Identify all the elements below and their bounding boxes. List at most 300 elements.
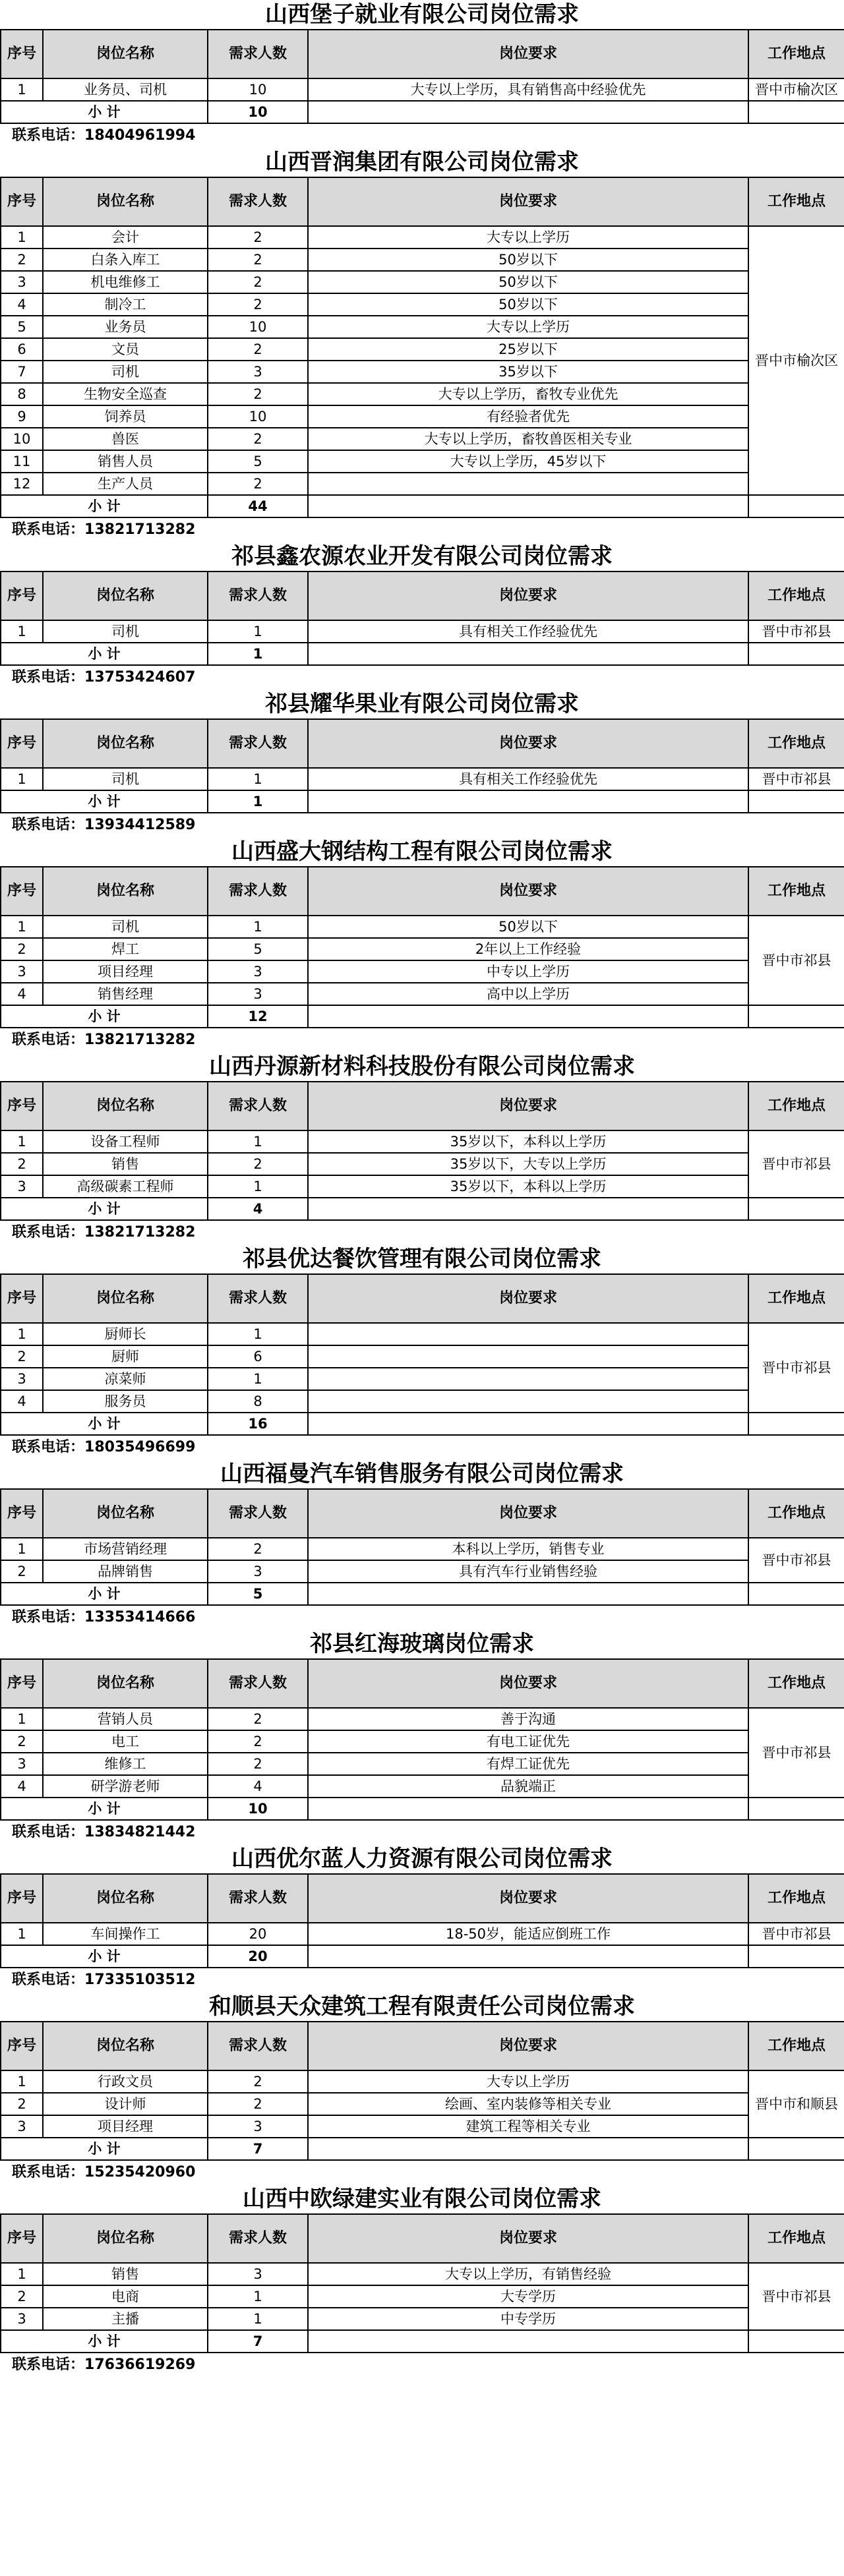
- table-row: [1, 1345, 844, 1368]
- subtotal-value: 12: [208, 1005, 308, 1028]
- company-section: [0, 542, 844, 689]
- job-name: 厨师长: [43, 1323, 208, 1345]
- subtotal-value: 44: [208, 495, 308, 517]
- header-count: 需求人数: [208, 719, 308, 768]
- contact-phone-number: 18404961994: [84, 127, 196, 144]
- company-title: 和顺县天众建筑工程有限责任公司岗位需求: [209, 1993, 635, 2020]
- subtotal-blank: [748, 1198, 844, 1220]
- job-number: 6: [1, 338, 43, 361]
- job-number: 1: [1, 78, 43, 101]
- subtotal-blank: [308, 101, 748, 123]
- job-count: 2: [208, 1153, 308, 1175]
- job-requirement: 有焊工证优先: [308, 1753, 748, 1775]
- job-count: 2: [208, 1730, 308, 1753]
- contact-phone-number: 13934412589: [84, 817, 196, 833]
- contact-phone-label: 联系电话：: [12, 521, 85, 538]
- job-count: 3: [208, 2115, 308, 2138]
- job-table: [0, 177, 844, 518]
- job-count: 2: [208, 473, 308, 495]
- job-name: 营销人员: [43, 1708, 208, 1730]
- table-row: [1, 316, 844, 338]
- table-row: [1, 1130, 844, 1153]
- subtotal-row: [1, 1413, 844, 1435]
- subtotal-row: [1, 495, 844, 517]
- job-requirement: 建筑工程等相关专业: [308, 2115, 748, 2138]
- job-name: 行政文员: [43, 2070, 208, 2093]
- subtotal-blank: [308, 643, 748, 665]
- job-requirement: 2年以上工作经验: [308, 938, 748, 960]
- contact-phone: [0, 2353, 844, 2377]
- header-seq: 序号: [1, 1874, 43, 1923]
- subtotal-value: 10: [208, 101, 308, 123]
- subtotal-blank: [748, 2330, 844, 2353]
- job-count: 1: [208, 1368, 308, 1390]
- company-section: [0, 148, 844, 542]
- contact-phone: [0, 666, 844, 689]
- contact-phone-number: 15235420960: [84, 2164, 196, 2181]
- contact-phone-number: 13821713282: [84, 1224, 196, 1241]
- subtotal-value: 10: [208, 1798, 308, 1820]
- header-location: 工作地点: [748, 719, 844, 768]
- job-name: 服务员: [43, 1390, 208, 1413]
- job-requirement: 本科以上学历，销售专业: [308, 1538, 748, 1560]
- table-row: [1, 1753, 844, 1775]
- job-requirement: 50岁以下: [308, 293, 748, 316]
- header-count: 需求人数: [208, 1874, 308, 1923]
- job-number: 1: [1, 1538, 43, 1560]
- job-requirement: 大专以上学历: [308, 2070, 748, 2093]
- header-count: 需求人数: [208, 1082, 308, 1130]
- job-count: 2: [208, 1753, 308, 1775]
- subtotal-row: [1, 1198, 844, 1220]
- table-row: [1, 2263, 844, 2285]
- table-row: [1, 293, 844, 316]
- job-number: 4: [1, 983, 43, 1005]
- job-table: [0, 866, 844, 1028]
- subtotal-blank: [748, 101, 844, 123]
- job-requirement: 高中以上学历: [308, 983, 748, 1005]
- job-name: 销售经理: [43, 983, 208, 1005]
- job-table: [0, 2213, 844, 2353]
- work-location: 晋中市祁县: [748, 2263, 844, 2330]
- job-count: 10: [208, 78, 308, 101]
- header-requirement: 岗位要求: [308, 30, 748, 78]
- company-section: [0, 1244, 844, 1459]
- job-requirement: 大专以上学历: [308, 316, 748, 338]
- company-section: [0, 1992, 844, 2184]
- work-location: 晋中市祁县: [748, 1323, 844, 1413]
- subtotal-value: 4: [208, 1198, 308, 1220]
- subtotal-value: 1: [208, 790, 308, 813]
- job-number: 3: [1, 960, 43, 983]
- subtotal-label: 小 计: [1, 790, 208, 813]
- job-number: 12: [1, 473, 43, 495]
- job-count: 1: [208, 2285, 308, 2308]
- job-requirement: [308, 1390, 748, 1413]
- job-number: 1: [1, 1708, 43, 1730]
- job-number: 3: [1, 1753, 43, 1775]
- header-location: 工作地点: [748, 1874, 844, 1923]
- header-seq: 序号: [1, 1082, 43, 1130]
- header-location: 工作地点: [748, 1274, 844, 1323]
- header-position: 岗位名称: [43, 1489, 208, 1538]
- job-count: 3: [208, 960, 308, 983]
- header-seq: 序号: [1, 1489, 43, 1538]
- job-count: 1: [208, 620, 308, 643]
- job-number: 1: [1, 1323, 43, 1345]
- subtotal-blank: [748, 1798, 844, 1820]
- header-position: 岗位名称: [43, 177, 208, 226]
- header-position: 岗位名称: [43, 2022, 208, 2070]
- work-location: 晋中市祁县: [748, 916, 844, 1005]
- company-section: [0, 1844, 844, 1992]
- header-requirement: 岗位要求: [308, 571, 748, 620]
- job-number: 9: [1, 405, 43, 428]
- contact-phone-label: 联系电话：: [12, 1032, 85, 1048]
- table-row: [1, 450, 844, 473]
- job-requirement: 35岁以下，大专以上学历: [308, 1153, 748, 1175]
- subtotal-label: 小 计: [1, 2330, 208, 2353]
- job-name: 司机: [43, 620, 208, 643]
- company-title: 祁县鑫农源农业开发有限公司岗位需求: [231, 543, 613, 570]
- job-requirement: 18-50岁，能适应倒班工作: [308, 1923, 748, 1945]
- job-requirement: 善于沟通: [308, 1708, 748, 1730]
- company-title: 祁县优达餐饮管理有限公司岗位需求: [243, 1246, 601, 1272]
- contact-phone-label: 联系电话：: [12, 669, 85, 686]
- subtotal-row: [1, 101, 844, 123]
- job-count: 6: [208, 1345, 308, 1368]
- subtotal-blank: [748, 1413, 844, 1435]
- contact-phone-label: 联系电话：: [12, 1439, 85, 1455]
- header-location: 工作地点: [748, 30, 844, 78]
- contact-phone: [0, 1221, 844, 1244]
- header-row: [1, 1489, 844, 1538]
- job-number: 2: [1, 2093, 43, 2115]
- table-row: [1, 1323, 844, 1345]
- subtotal-blank: [308, 1798, 748, 1820]
- job-number: 1: [1, 916, 43, 938]
- subtotal-row: [1, 2138, 844, 2160]
- job-requirement: [308, 1323, 748, 1345]
- job-name: 设计师: [43, 2093, 208, 2115]
- company-section: [0, 689, 844, 837]
- job-table: [0, 1488, 844, 1606]
- job-number: 5: [1, 316, 43, 338]
- job-count: 1: [208, 768, 308, 790]
- job-number: 11: [1, 450, 43, 473]
- job-number: 2: [1, 1153, 43, 1175]
- job-number: 1: [1, 2263, 43, 2285]
- header-position: 岗位名称: [43, 571, 208, 620]
- job-requirement: 大专以上学历，具有销售高中经验优先: [308, 78, 748, 101]
- job-requirement: 35岁以下，本科以上学历: [308, 1130, 748, 1153]
- job-name: 生物安全巡查: [43, 383, 208, 405]
- header-requirement: 岗位要求: [308, 1274, 748, 1323]
- job-count: 1: [208, 1130, 308, 1153]
- job-name: 主播: [43, 2308, 208, 2330]
- subtotal-label: 小 计: [1, 643, 208, 665]
- header-count: 需求人数: [208, 1659, 308, 1708]
- job-number: 10: [1, 428, 43, 450]
- work-location: 晋中市和顺县: [748, 2070, 844, 2138]
- header-row: [1, 719, 844, 768]
- job-number: 3: [1, 2115, 43, 2138]
- job-number: 2: [1, 249, 43, 271]
- table-row: [1, 2308, 844, 2330]
- job-count: 3: [208, 983, 308, 1005]
- subtotal-blank: [308, 1005, 748, 1028]
- job-name: 白条入库工: [43, 249, 208, 271]
- company-section: [0, 1459, 844, 1629]
- subtotal-label: 小 计: [1, 101, 208, 123]
- job-name: 饲养员: [43, 405, 208, 428]
- job-name: 会计: [43, 226, 208, 249]
- job-count: 2: [208, 249, 308, 271]
- contact-phone: [0, 124, 844, 148]
- table-row: [1, 960, 844, 983]
- job-name: 项目经理: [43, 2115, 208, 2138]
- job-name: 销售人员: [43, 450, 208, 473]
- job-requirement: 大专以上学历: [308, 226, 748, 249]
- table-row: [1, 1175, 844, 1198]
- job-count: 2: [208, 428, 308, 450]
- table-row: [1, 1708, 844, 1730]
- job-number: 3: [1, 271, 43, 293]
- table-row: [1, 2115, 844, 2138]
- header-position: 岗位名称: [43, 1082, 208, 1130]
- job-requirement: 中专以上学历: [308, 960, 748, 983]
- job-name: 销售: [43, 2263, 208, 2285]
- company-section: [0, 837, 844, 1052]
- header-position: 岗位名称: [43, 30, 208, 78]
- company-section: [0, 1629, 844, 1844]
- header-position: 岗位名称: [43, 719, 208, 768]
- header-requirement: 岗位要求: [308, 2214, 748, 2263]
- work-location: 晋中市祁县: [748, 1708, 844, 1798]
- work-location: 晋中市祁县: [748, 768, 844, 790]
- contact-phone-label: 联系电话：: [12, 127, 85, 144]
- header-location: 工作地点: [748, 1082, 844, 1130]
- job-number: 1: [1, 620, 43, 643]
- subtotal-blank: [748, 1005, 844, 1028]
- job-number: 7: [1, 361, 43, 383]
- job-count: 2: [208, 271, 308, 293]
- header-row: [1, 2022, 844, 2070]
- job-count: 8: [208, 1390, 308, 1413]
- job-number: 2: [1, 1730, 43, 1753]
- subtotal-blank: [308, 2138, 748, 2160]
- job-count: 3: [208, 361, 308, 383]
- table-row: [1, 1153, 844, 1175]
- header-position: 岗位名称: [43, 1274, 208, 1323]
- header-row: [1, 2214, 844, 2263]
- job-requirement: 大专学历: [308, 2285, 748, 2308]
- header-count: 需求人数: [208, 2214, 308, 2263]
- job-number: 2: [1, 1345, 43, 1368]
- contact-phone-number: 13821713282: [84, 521, 196, 538]
- job-requirement: 35岁以下: [308, 361, 748, 383]
- work-location: 晋中市祁县: [748, 1538, 844, 1583]
- job-name: 研学游老师: [43, 1775, 208, 1798]
- subtotal-row: [1, 1945, 844, 1968]
- table-row: [1, 428, 844, 450]
- header-requirement: 岗位要求: [308, 1489, 748, 1538]
- job-name: 司机: [43, 916, 208, 938]
- job-name: 机电维修工: [43, 271, 208, 293]
- subtotal-label: 小 计: [1, 1005, 208, 1028]
- subtotal-blank: [308, 1198, 748, 1220]
- job-number: 8: [1, 383, 43, 405]
- header-seq: 序号: [1, 719, 43, 768]
- contact-phone-label: 联系电话：: [12, 1824, 85, 1840]
- header-count: 需求人数: [208, 2022, 308, 2070]
- subtotal-row: [1, 1583, 844, 1605]
- job-name: 业务员、司机: [43, 78, 208, 101]
- job-requirement: 品貌端正: [308, 1775, 748, 1798]
- job-count: 1: [208, 2308, 308, 2330]
- contact-phone-label: 联系电话：: [12, 2164, 85, 2181]
- job-name: 制冷工: [43, 293, 208, 316]
- job-name: 司机: [43, 361, 208, 383]
- table-row: [1, 473, 844, 495]
- company-title: 山西丹源新材料科技股份有限公司岗位需求: [209, 1053, 635, 1080]
- company-title: 山西福曼汽车销售服务有限公司岗位需求: [220, 1461, 624, 1487]
- job-table: [0, 1273, 844, 1436]
- subtotal-blank: [308, 1583, 748, 1605]
- job-number: 3: [1, 1175, 43, 1198]
- job-table: [0, 571, 844, 666]
- job-name: 项目经理: [43, 960, 208, 983]
- job-count: 2: [208, 1708, 308, 1730]
- company-section: [0, 2184, 844, 2377]
- company-section: [0, 1052, 844, 1244]
- contact-phone-label: 联系电话：: [12, 1972, 85, 1988]
- job-count: 3: [208, 1560, 308, 1583]
- header-position: 岗位名称: [43, 1874, 208, 1923]
- subtotal-blank: [308, 790, 748, 813]
- subtotal-value: 5: [208, 1583, 308, 1605]
- job-requirement: 50岁以下: [308, 271, 748, 293]
- job-name: 文员: [43, 338, 208, 361]
- subtotal-blank: [748, 643, 844, 665]
- job-requirement: 大专以上学历，45岁以下: [308, 450, 748, 473]
- job-number: 2: [1, 1560, 43, 1583]
- company-title: 山西晋润集团有限公司岗位需求: [265, 149, 579, 175]
- job-table: [0, 1081, 844, 1221]
- contact-phone-number: 13821713282: [84, 1032, 196, 1048]
- subtotal-label: 小 计: [1, 1945, 208, 1968]
- job-count: 4: [208, 1775, 308, 1798]
- job-count: 3: [208, 2263, 308, 2285]
- job-count: 1: [208, 1175, 308, 1198]
- table-row: [1, 249, 844, 271]
- job-name: 车间操作工: [43, 1923, 208, 1945]
- job-requirement: 具有相关工作经验优先: [308, 620, 748, 643]
- header-position: 岗位名称: [43, 1659, 208, 1708]
- table-row: [1, 2093, 844, 2115]
- job-count: 2: [208, 293, 308, 316]
- job-name: 维修工: [43, 1753, 208, 1775]
- job-name: 电商: [43, 2285, 208, 2308]
- job-table: [0, 718, 844, 813]
- subtotal-blank: [748, 495, 844, 517]
- job-count: 2: [208, 338, 308, 361]
- contact-phone-label: 联系电话：: [12, 1609, 85, 1625]
- company-title: 山西盛大钢结构工程有限公司岗位需求: [231, 838, 613, 865]
- contact-phone: [0, 1436, 844, 1459]
- subtotal-value: 16: [208, 1413, 308, 1435]
- header-row: [1, 1659, 844, 1708]
- subtotal-label: 小 计: [1, 495, 208, 517]
- job-table: [0, 1873, 844, 1968]
- work-location: 晋中市祁县: [748, 1923, 844, 1945]
- contact-phone-number: 17636619269: [84, 2356, 196, 2373]
- job-name: 品牌销售: [43, 1560, 208, 1583]
- job-requirement: 50岁以下: [308, 916, 748, 938]
- contact-phone-number: 13353414666: [84, 1609, 196, 1625]
- header-seq: 序号: [1, 1659, 43, 1708]
- job-count: 2: [208, 226, 308, 249]
- header-position: 岗位名称: [43, 2214, 208, 2263]
- table-row: [1, 1368, 844, 1390]
- header-count: 需求人数: [208, 571, 308, 620]
- work-location: 晋中市榆次区: [748, 78, 844, 101]
- header-requirement: 岗位要求: [308, 1659, 748, 1708]
- table-row: [1, 768, 844, 790]
- job-count: 10: [208, 316, 308, 338]
- job-table: [0, 1658, 844, 1821]
- subtotal-label: 小 计: [1, 1583, 208, 1605]
- job-requirement: 绘画、室内装修等相关专业: [308, 2093, 748, 2115]
- header-row: [1, 867, 844, 916]
- header-location: 工作地点: [748, 2022, 844, 2070]
- job-number: 1: [1, 226, 43, 249]
- job-number: 1: [1, 1923, 43, 1945]
- company-section: [0, 0, 844, 148]
- header-requirement: 岗位要求: [308, 177, 748, 226]
- job-number: 2: [1, 938, 43, 960]
- job-count: 1: [208, 1323, 308, 1345]
- header-count: 需求人数: [208, 30, 308, 78]
- table-row: [1, 1390, 844, 1413]
- company-title: 山西中欧绿建实业有限公司岗位需求: [243, 2186, 601, 2212]
- job-number: 4: [1, 1390, 43, 1413]
- job-name: 凉菜师: [43, 1368, 208, 1390]
- table-row: [1, 78, 844, 101]
- job-count: 10: [208, 405, 308, 428]
- job-requirement: 35岁以下，本科以上学历: [308, 1175, 748, 1198]
- job-requirement: 有电工证优先: [308, 1730, 748, 1753]
- header-location: 工作地点: [748, 177, 844, 226]
- job-name: 生产人员: [43, 473, 208, 495]
- job-number: 2: [1, 2285, 43, 2308]
- company-title: 祁县耀华果业有限公司岗位需求: [265, 691, 579, 717]
- job-number: 1: [1, 768, 43, 790]
- job-name: 兽医: [43, 428, 208, 450]
- table-row: [1, 2285, 844, 2308]
- table-row: [1, 405, 844, 428]
- contact-phone: [0, 1028, 844, 1052]
- header-row: [1, 30, 844, 78]
- table-row: [1, 938, 844, 960]
- table-row: [1, 1560, 844, 1583]
- subtotal-blank: [748, 2138, 844, 2160]
- header-position: 岗位名称: [43, 867, 208, 916]
- table-row: [1, 983, 844, 1005]
- header-requirement: 岗位要求: [308, 1874, 748, 1923]
- job-requirement: [308, 1368, 748, 1390]
- header-row: [1, 1274, 844, 1323]
